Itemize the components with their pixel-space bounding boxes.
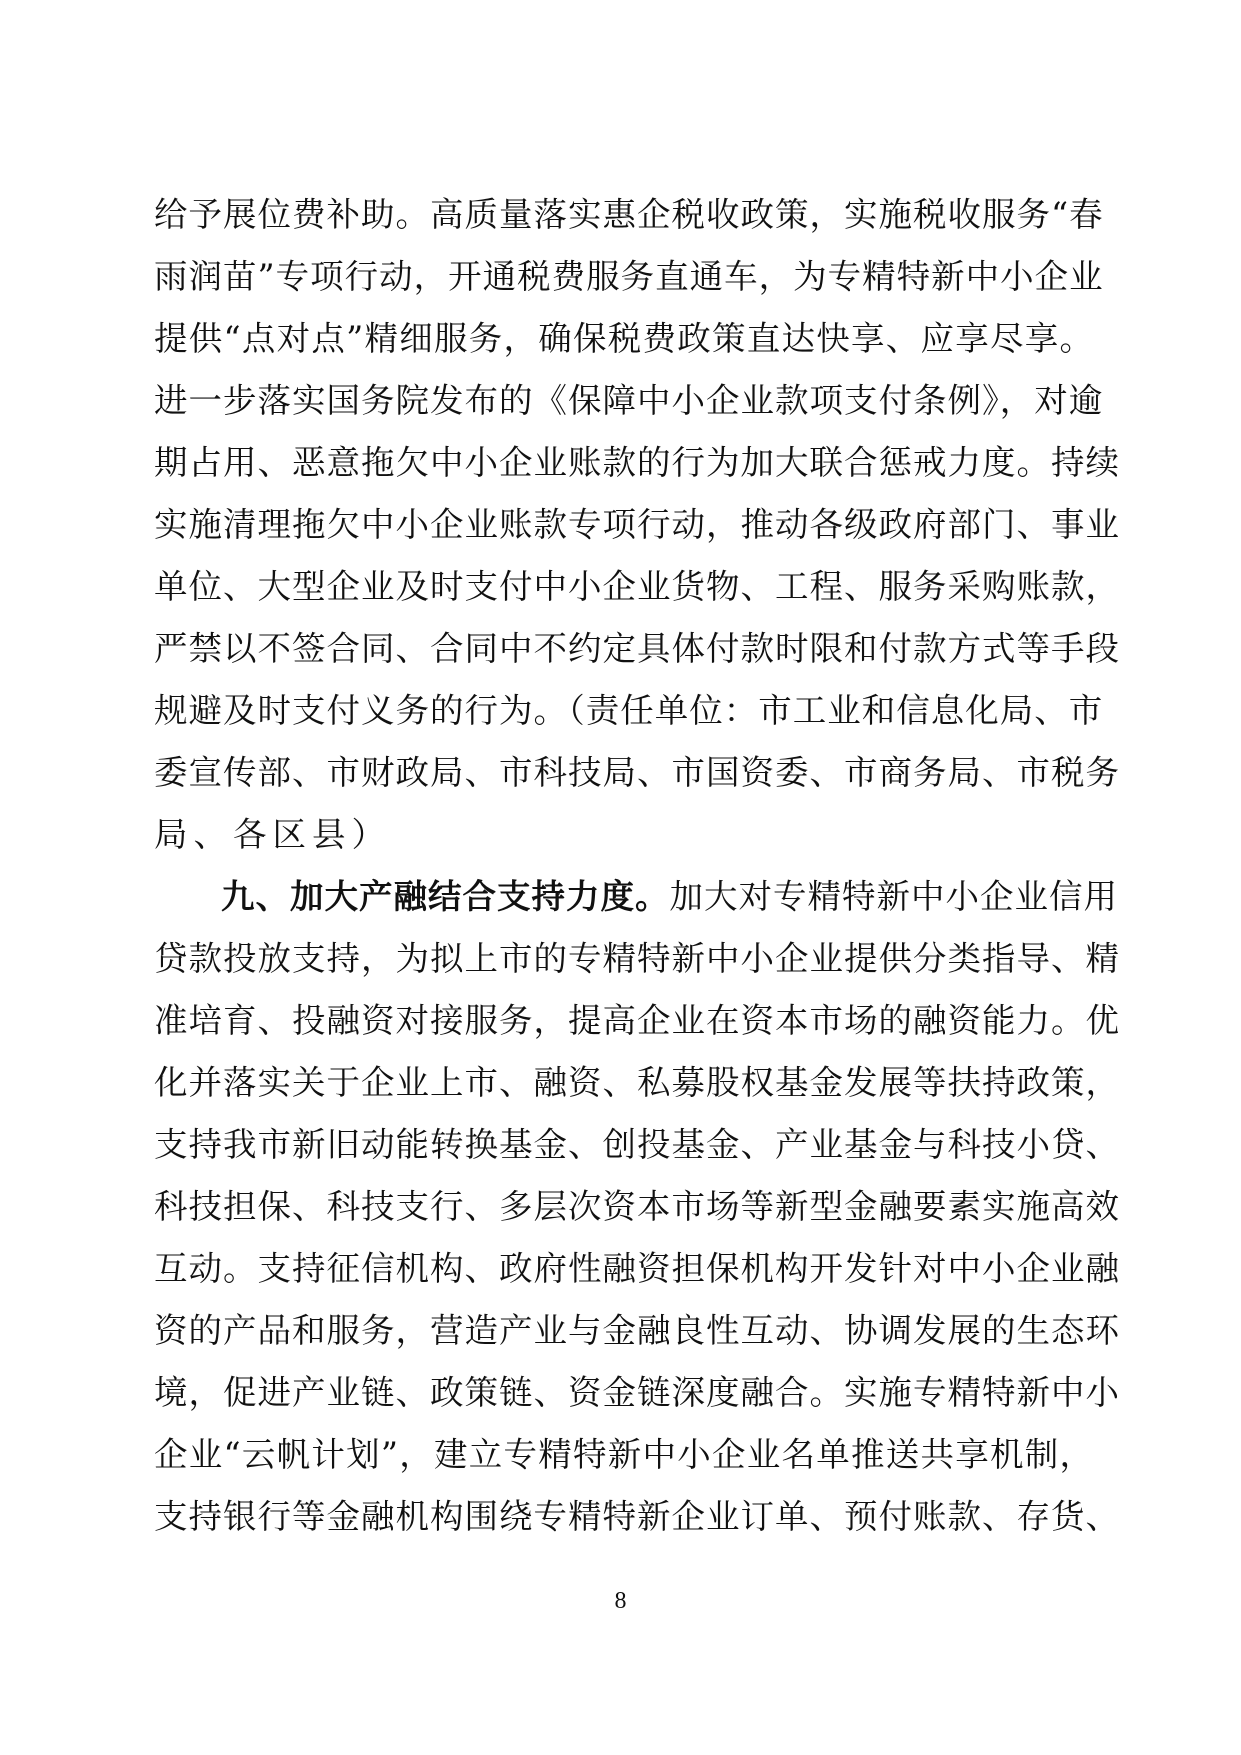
- paragraph-line: 单位、大型企业及时支付中小企业货物、工程、服务采购账款，: [154, 567, 1120, 606]
- paragraph-line: 期占用、恶意拖欠中小企业账款的行为加大联合惩戒力度。持续: [154, 443, 1120, 482]
- section-line: 科技担保、科技支行、多层次资本市场等新型金融要素实施高效: [154, 1187, 1120, 1226]
- paragraph-line: 给予展位费补助。高质量落实惠企税收政策，实施税收服务“春: [154, 195, 1104, 234]
- section-line: 支持银行等金融机构围绕专精特新企业订单、预付账款、存货、: [154, 1497, 1120, 1536]
- paragraph-line: 实施清理拖欠中小企业账款专项行动，推动各级政府部门、事业: [154, 505, 1120, 544]
- paragraph-line: 提供“点对点”精细服务，确保税费政策直达快享、应享尽享。: [154, 319, 1094, 358]
- paragraph-line: 进一步落实国务院发布的《保障中小企业款项支付条例》，对逾: [154, 381, 1104, 420]
- section-line: 准培育、投融资对接服务，提高企业在资本市场的融资能力。优: [154, 1001, 1120, 1040]
- section-line: 企业“云帆计划”，建立专精特新中小企业名单推送共享机制，: [154, 1435, 1094, 1474]
- section-heading: 九、加大产融结合支持力度。: [221, 877, 670, 916]
- section-line: 境，促进产业链、政策链、资金链深度融合。实施专精特新中小: [154, 1373, 1120, 1412]
- section-line: 资的产品和服务，营造产业与金融良性互动、协调发展的生态环: [154, 1311, 1120, 1350]
- paragraph-line: 规避及时支付义务的行为。（责任单位：市工业和信息化局、市: [154, 691, 1104, 730]
- paragraph-line: 委宣传部、市财政局、市科技局、市国资委、市商务局、市税务: [154, 753, 1120, 792]
- page-number: 8: [614, 1588, 627, 1614]
- section-line: 支持我市新旧动能转换基金、创投基金、产业基金与科技小贷、: [154, 1125, 1120, 1164]
- section-first-line-text: 加大对专精特新中小企业信用: [669, 877, 1118, 916]
- paragraph-line: 严禁以不签合同、合同中不约定具体付款时限和付款方式等手段: [154, 629, 1120, 668]
- section-first-line: [221, 866, 1118, 928]
- section-line: 贷款投放支持，为拟上市的专精特新中小企业提供分类指导、精: [154, 939, 1120, 978]
- section-line: 化并落实关于企业上市、融资、私募股权基金发展等扶持政策，: [154, 1063, 1120, 1102]
- paragraph-line: 雨润苗”专项行动，开通税费服务直通车，为专精特新中小企业: [154, 257, 1104, 296]
- section-line: 互动。支持征信机构、政府性融资担保机构开发针对中小企业融: [154, 1249, 1120, 1288]
- paragraph-line: 局、各区县）: [154, 815, 391, 854]
